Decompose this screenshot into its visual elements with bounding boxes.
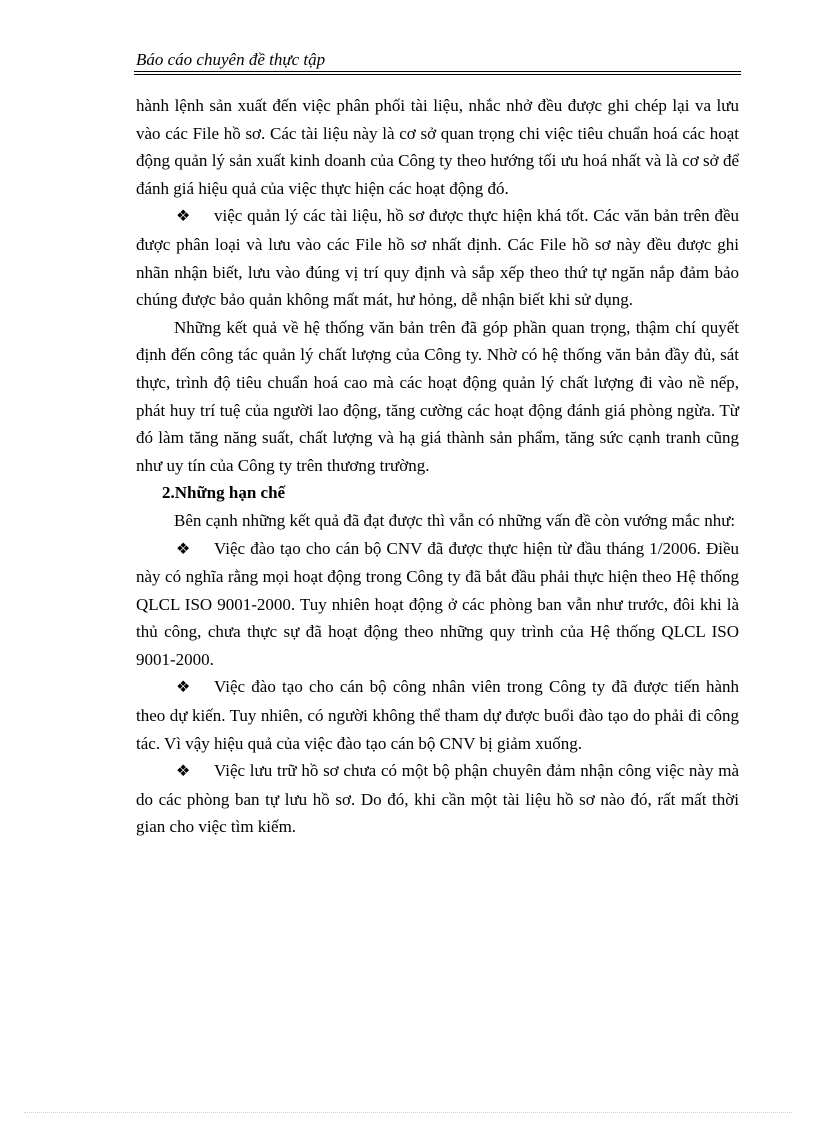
- page-header: [134, 50, 741, 75]
- diamond-bullet-icon: ❖: [176, 679, 191, 697]
- diamond-bullet-icon: ❖: [176, 208, 191, 226]
- header-rule: [134, 71, 741, 72]
- diamond-bullet-icon: ❖: [176, 540, 191, 558]
- diamond-bullet-icon: ❖: [176, 763, 191, 781]
- section-heading: 2.Những hạn chế: [162, 483, 286, 503]
- bullet-item: [136, 202, 739, 313]
- document-body: [136, 92, 739, 841]
- paragraph-continuation: hành lệnh sản xuất đến việc phân phối tài liệu, nhắc nhở đều được ghi chép lại va lưu vào các File hồ sơ. Các tài liệu này là cơ sở quan trọng chi việc tiêu chuẩn hoá các hoạt động quản lý sản xuất kinh doanh của Công ty theo hướng tối ưu hoá nhất và là cơ sở để đánh giá hiệu quả của việc thực hiện các hoạt động đó.: [136, 96, 739, 198]
- bullet-text: việc quản lý các tài liệu, hồ sơ được thực hiện khá tốt. Các văn bản trên đều được phân loại và lưu vào các File hồ sơ nhất định. Các File hồ sơ này đều được ghi nhãn nhận biết, lưu vào đúng vị trí quy định và sắp xếp theo thứ tự ngăn nắp đảm bảo chúng được bảo quản không mất mát, hư hỏng, dễ nhận biết khi sử dụng.: [136, 206, 739, 310]
- paragraph: Những kết quả về hệ thống văn bản trên đã góp phần quan trọng, thậm chí quyết định đến công tác quản lý chất lượng của Công ty. Nhờ có hệ thống văn bản đầy đủ, sát thực, trình độ tiêu chuẩn hoá cao mà các hoạt động quản lý chất lượng đi vào nề nếp, phát huy trí tuệ của người lao động, tăng cường các hoạt động đánh giá phòng ngừa. Từ đó làm tăng năng suất, chất lượng và hạ giá thành sản phẩm, tăng sức cạnh tranh cũng như uy tín của Công ty trên thương trường.: [136, 317, 739, 475]
- header-rule-thin: [134, 74, 741, 75]
- bullet-text: Việc đào tạo cho cán bộ công nhân viên trong Công ty đã được tiến hành theo dự kiến. Tuy nhiên, có người không thể tham dự được buổi đào tạo do phải đi công tác. Vì vậy hiệu quả của việc đào tạo cán bộ CNV bị giảm xuống.: [136, 677, 739, 753]
- bullet-text: Việc lưu trữ hồ sơ chưa có một bộ phận chuyên đảm nhận công việc này mà do các phòng ban tự lưu hồ sơ. Do đó, khi cần một tài liệu hồ sơ nào đó, rất mất thời gian cho việc tìm kiếm.: [136, 761, 739, 837]
- paragraph: Bên cạnh những kết quả đã đạt được thì vẫn có những vấn đề còn vướng mắc như:: [174, 510, 736, 530]
- header-title: Báo cáo chuyên đề thực tập: [136, 50, 326, 69]
- bullet-text: Việc đào tạo cho cán bộ CNV đã được thực hiện từ đầu tháng 1/2006. Điều này có nghĩa rằng mọi hoạt động trong Công ty đã bắt đầu phải thực hiện theo Hệ thống QLCL ISO 9001-2000. Tuy nhiên hoạt động ở các phòng ban vẫn như trước, đôi khi là thủ công, chưa thực sự đã hoạt động theo những quy trình của Hệ thống QLCL ISO 9001-2000.: [136, 538, 739, 669]
- bullet-item: [136, 757, 739, 841]
- page-bottom-divider: [24, 1112, 792, 1113]
- bullet-item: [136, 535, 739, 674]
- bullet-item: [136, 673, 739, 757]
